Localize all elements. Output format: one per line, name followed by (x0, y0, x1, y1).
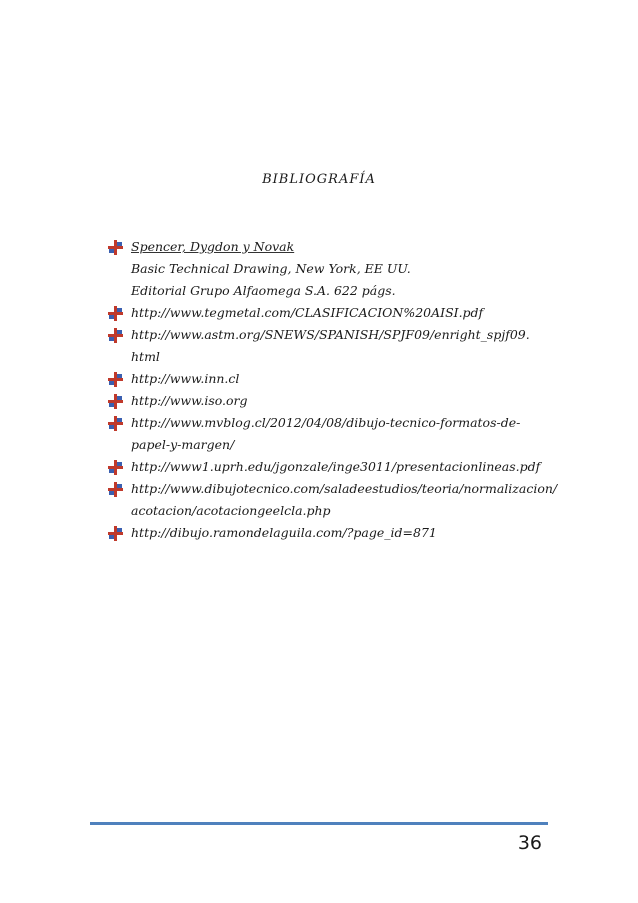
bullet-icon (108, 482, 123, 497)
entry-link[interactable]: http://dibujo.ramondelaguila.com/?page_id=871 (131, 525, 437, 540)
entry-link[interactable]: http://www1.uprh.edu/jgonzale/inge3011/presentacionlineas.pdf (131, 459, 541, 474)
entry-link[interactable]: http://www.tegmetal.com/CLASIFICACION%20AISI.pdf (131, 305, 484, 320)
bibliography-entry (108, 302, 558, 324)
bullet-icon (108, 394, 123, 409)
bibliography-entry (108, 324, 558, 368)
entry-link-continuation[interactable]: html (131, 349, 160, 364)
bibliography-list (108, 236, 558, 544)
bullet-icon (108, 306, 123, 321)
bullet-icon (108, 416, 123, 431)
bullet-icon (108, 328, 123, 343)
entry-link-continuation[interactable]: papel-y-margen/ (131, 437, 235, 452)
entry-link[interactable]: http://www.inn.cl (131, 371, 240, 386)
bibliography-entry (108, 368, 558, 390)
bullet-icon (108, 240, 123, 255)
entry-author: Spencer, Dygdon y Novak (131, 239, 295, 254)
bibliography-entry (108, 522, 558, 544)
bibliography-entry (108, 412, 558, 456)
entry-publisher: Editorial Grupo Alfaomega S.A. 622 págs. (131, 283, 396, 298)
bullet-icon (108, 372, 123, 387)
entry-link[interactable]: http://www.dibujotecnico.com/saladeestudios/teoria/normalizacion/ (131, 481, 558, 496)
entry-link[interactable]: http://www.iso.org (131, 393, 248, 408)
bullet-icon (108, 526, 123, 541)
bibliography-entry (108, 390, 558, 412)
page-number: 36 (517, 832, 542, 854)
footer-divider (90, 822, 548, 825)
page-title: BIBLIOGRAFÍA (262, 172, 376, 187)
entry-link[interactable]: http://www.astm.org/SNEWS/SPANISH/SPJF09/enright_spjf09. (131, 327, 530, 342)
bibliography-entry (108, 478, 558, 522)
bibliography-entry (108, 236, 558, 302)
bullet-icon (108, 460, 123, 475)
entry-link-continuation[interactable]: acotacion/acotaciongeelcla.php (131, 503, 331, 518)
entry-book-title: Basic Technical Drawing, New York, EE UU. (131, 261, 411, 276)
bibliography-entry (108, 456, 558, 478)
entry-link[interactable]: http://www.mvblog.cl/2012/04/08/dibujo-tecnico-formatos-de- (131, 415, 521, 430)
